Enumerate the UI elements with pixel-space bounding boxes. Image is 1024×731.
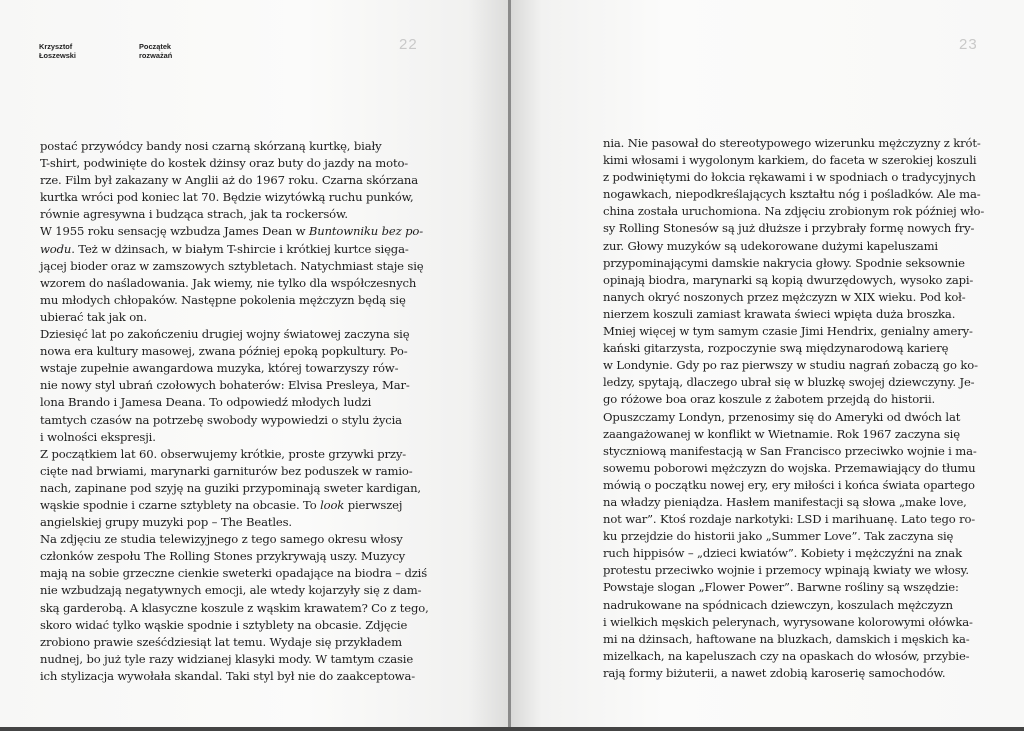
text-line: i wielkich męskich pelerynach, wyrysowane kolorowymi ołówka- [603,614,973,629]
text-line: rają formy biżuterii, a nawet zdobią karoserię samochodów. [603,665,946,680]
left-page [0,0,509,731]
page-bottom-edge [0,727,1024,731]
text-line: ubierać tak jak on. [40,309,147,324]
text-line: wstaje zupełnie awangardowa muzyka, której towarzyszy rów- [40,361,399,376]
text-line: mu młodych chłopaków. Następne pokolenia mężczyzn będą się [40,292,406,307]
text-line: Powstaje slogan „Flower Power”. Barwne rośliny są wszędzie: [603,580,959,595]
text-line: ruch hippisów – „dzieci kwiatów”. Kobiety i mężczyźni na znak [603,546,962,561]
text-line: postać przywódcy bandy nosi czarną skórzaną kurtkę, biały [40,139,382,153]
text-line: kański gitarzysta, rozpoczynie swą międzynarodową karierę [603,341,949,356]
text-line: ską garderobą. A klasyczne koszule z wąskim krawatem? Co z tego, [40,600,429,615]
text-line: Dziesięć lat po zakończeniu drugiej wojny światowej zaczyna się [40,327,410,342]
page-number-right: 23 [959,36,978,53]
text-line: przypominającymi damskie nakrycia głowy. Spodnie seksownie [603,255,965,270]
text-line: mizelkach, na kapeluszach czy na opaskach do włosów, przybie- [603,648,970,663]
text-line: angielskiej grupy muzyki pop – The Beatles. [40,515,292,530]
text-line: nowa era kultury masowej, zwana później epoką popkultury. Po- [40,344,408,359]
text-line: protestu przeciwko wojnie i przemocy wpinają kwiaty we włosy. [603,563,969,578]
text-line: sy Rolling Stonesów są już dłuższe i przybrały formę nowych fry- [603,221,975,236]
text-line: styczniową manifestacją w San Francisco przeciwko wojnie i ma- [603,443,977,458]
text-line: ledzy, spytają, dlaczego ubrał się w bluzkę swojej dziewczyny. Je- [603,375,975,390]
page-number-left: 22 [399,36,418,53]
right-page-body-text [603,135,984,682]
text-line: nadrukowane na spódnicach dziewczyn, koszulach mężczyzn [603,597,953,612]
text-line: wąskie spodnie i czarne sztyblety na obcasie. To look pierwszej [40,497,403,512]
text-line: równie agresywna i budząca strach, jak ta rockersów. [40,207,348,222]
left-page-body-text [40,138,429,685]
text-line: lona Brando i Jamesa Deana. To odpowiedź młodych ludzi [40,395,372,410]
text-line: T-shirt, podwinięte do kostek dżinsy oraz buty do jazdy na moto- [40,156,409,171]
text-line: tamtych czasów na potrzebę swobody wypowiedzi o stylu życia [40,412,402,427]
text-line: go różowe boa oraz koszule z żabotem przejdą do historii. [603,392,936,407]
text-line: Opuszczamy Londyn, przenosimy się do Ameryki od dwóch lat [603,409,961,424]
text-line: not war”. Ktoś rozdaje narkotyki: LSD i marihuanę. Lato tego ro- [603,512,976,527]
text-line: mi na dżinsach, haftowane na bluzkach, damskich i męskich ka- [603,631,970,646]
text-line: ku przejdzie do historii jako „Summer Love”. Tak zaczyna się [603,529,954,544]
text-line: ich stylizacja wywołała skandal. Taki styl był nie do zaakceptowa- [40,668,415,683]
text-line: nia. Nie pasował do stereotypowego wizerunku mężczyzny z krót- [603,136,981,150]
text-line: na władzy pieniądza. Hasłem manifestacji są słowa „make love, [603,494,967,509]
text-line: nie wzbudzają negatywnych emocji, ale wtedy kojarzyły się z dam- [40,583,422,598]
text-line: rze. Film był zakazany w Anglii aż do 1967 roku. Czarna skórzana [40,173,418,188]
text-line: wzorem do naśladowania. Jak wiemy, nie tylko dla współczesnych [40,275,417,290]
right-page [511,0,1024,731]
text-line: z podwiniętymi do łokcia rękawami i w spodniach o tradycyjnych [603,170,976,185]
text-line: nierzem koszuli zamiast krawata świeci wpięta duża broszka. [603,306,956,321]
text-line: skoro widać tylko wąskie spodnie i sztyblety na obcasie. Zdjęcie [40,617,408,632]
text-line: Mniej więcej w tym samym czasie Jimi Hendrix, genialny amery- [603,324,973,339]
text-line: kimi włosami i wygolonym karkiem, do faceta w szerokiej koszuli [603,153,977,168]
text-line: Na zdjęciu ze studia telewizyjnego z tego samego okresu włosy [40,532,403,547]
text-line: zaangażowanej w konflikt w Wietnamie. Rok 1967 zaczyna się [603,426,960,441]
text-line: i wolności ekspresji. [40,429,156,444]
text-line: w Londynie. Gdy po raz pierwszy w studiu nagrań zobaczą go ko- [603,358,978,373]
text-line: członków zespołu The Rolling Stones przykrywają uszy. Muzycy [40,549,406,564]
text-line: zrobiono prawie sześćdziesiąt lat temu. Wydaje się przykładem [40,634,402,649]
text-line: cięte nad brwiami, marynarki garniturów bez poduszek w ramio- [40,463,413,478]
text-line: mówią o początku nowej ery, ery miłości i końca świata opartego [603,477,975,492]
text-line: china została uruchomiona. Na zdjęciu zrobionym rok później wło- [603,204,985,219]
text-line: wodu. Też w dżinsach, w białym T-shircie i krótkiej kurtce sięga- [40,241,409,256]
text-line: zur. Głowy muzyków są udekorowane dużymi kapeluszami [603,238,938,253]
text-line: W 1955 roku sensację wzbudza James Dean w Buntowniku bez po- [40,224,423,239]
text-line: opinają biodra, marynarki są kopią dwurzędowych, wysoko zapi- [603,272,974,287]
text-line: nogawkach, niepodkreślających kształtu nóg i pośladków. Ale ma- [603,187,981,202]
running-header-chapter: Początek rozważań [139,42,173,60]
running-header-author: Krzysztof Łoszewski [39,42,76,60]
text-line: nanych okryć noszonych przez mężczyzn w XIX wieku. Pod koł- [603,289,966,304]
text-line: jącej bioder oraz w zamszowych sztybletach. Natychmiast staje się [40,258,424,273]
text-line: kurtka wróci pod koniec lat 70. Będzie wizytówką ruchu punków, [40,190,414,205]
text-line: nie nowy styl ubrań czołowych bohaterów: Elvisa Presleya, Mar- [40,378,410,393]
text-line: nach, zapinane pod szyję na guziki przypominają sweter kardigan, [40,480,421,495]
text-line: mają na sobie grzeczne cienkie sweterki opadające na biodra – dziś [40,566,428,581]
text-line: nudnej, bo już tyle razy widzianej klasyki mody. W tamtym czasie [40,651,414,666]
text-line: sowemu poborowi mężczyzn do wojska. Przemawiający do tłumu [603,460,976,475]
text-line: Z początkiem lat 60. obserwujemy krótkie, proste grzywki przy- [40,446,406,461]
